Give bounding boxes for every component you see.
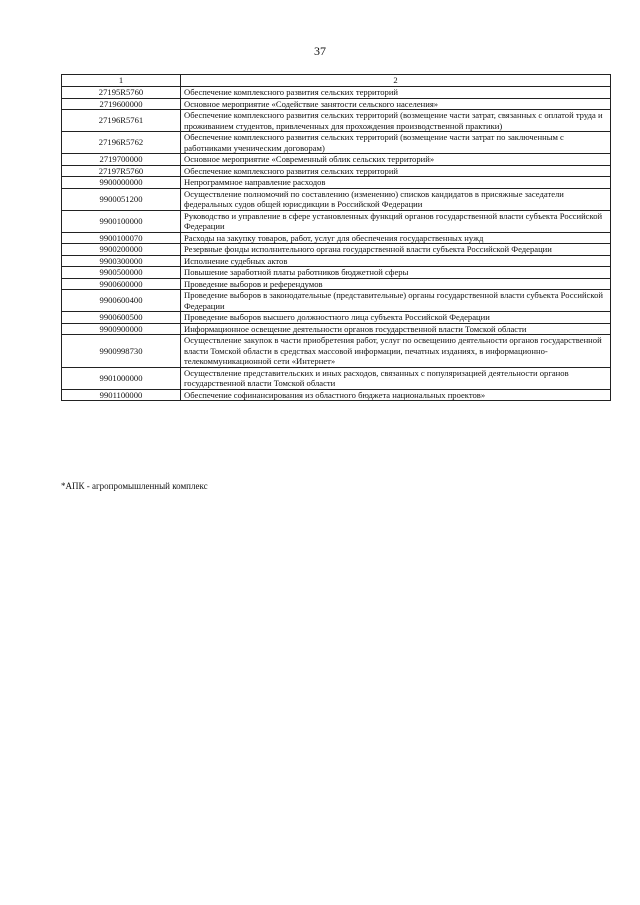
row-code: 9900600500 bbox=[62, 312, 181, 324]
footnote: *АПК - агропромышленный комплекс bbox=[61, 481, 208, 491]
table-row bbox=[62, 87, 611, 99]
row-code: 9900100070 bbox=[62, 232, 181, 244]
table-row bbox=[62, 312, 611, 324]
table-row bbox=[62, 98, 611, 110]
row-name: Обеспечение комплексного развития сельских территорий bbox=[181, 87, 611, 99]
table-row bbox=[62, 367, 611, 389]
table-row bbox=[62, 232, 611, 244]
table-header-row bbox=[62, 75, 611, 87]
row-code: 9900998730 bbox=[62, 335, 181, 368]
row-code: 9900600000 bbox=[62, 278, 181, 290]
row-name: Непрограммное направление расходов bbox=[181, 177, 611, 189]
row-code: 27196R5761 bbox=[62, 110, 181, 132]
row-code: 27196R5762 bbox=[62, 132, 181, 154]
row-code: 9900051200 bbox=[62, 188, 181, 210]
row-code: 9900200000 bbox=[62, 244, 181, 256]
row-name: Повышение заработной платы работников бюджетной сферы bbox=[181, 267, 611, 279]
row-name: Обеспечение комплексного развития сельских территорий (возмещение части затрат по заключенным с работниками ученическим договорам) bbox=[181, 132, 611, 154]
column-header-1: 1 bbox=[62, 75, 181, 87]
table-row bbox=[62, 323, 611, 335]
row-name: Осуществление представительских и иных расходов, связанных с популяризацией деятельности органов государственной власти Томской области bbox=[181, 367, 611, 389]
table-row bbox=[62, 188, 611, 210]
table-row bbox=[62, 132, 611, 154]
row-name: Обеспечение комплексного развития сельских территорий bbox=[181, 165, 611, 177]
row-name: Основное мероприятие «Современный облик сельских территорий» bbox=[181, 154, 611, 166]
row-code: 9901100000 bbox=[62, 389, 181, 401]
row-name: Обеспечение комплексного развития сельских территорий (возмещение части затрат, связанных с оплатой труда и проживанием студентов, привлеченных для прохождения производственной практики) bbox=[181, 110, 611, 132]
row-code: 9900600400 bbox=[62, 290, 181, 312]
table-row bbox=[62, 278, 611, 290]
page-number: 37 bbox=[314, 44, 326, 58]
row-code: 9900100000 bbox=[62, 210, 181, 232]
row-name: Руководство и управление в сфере установленных функций органов государственной власти субъекта Российской Федерации bbox=[181, 210, 611, 232]
table-row bbox=[62, 290, 611, 312]
table-row bbox=[62, 210, 611, 232]
row-name: Проведение выборов и референдумов bbox=[181, 278, 611, 290]
row-name: Расходы на закупку товаров, работ, услуг для обеспечения государственных нужд bbox=[181, 232, 611, 244]
row-name: Осуществление закупок в части приобретения работ, услуг по освещению деятельности органов государственной власти Томской области в средствах массовой информации, печатных изданиях, в информационно-телекоммуникационной сети «Интернет» bbox=[181, 335, 611, 368]
row-name: Информационное освещение деятельности органов государственной власти Томской области bbox=[181, 323, 611, 335]
table-row bbox=[62, 335, 611, 368]
column-header-2: 2 bbox=[181, 75, 611, 87]
row-code: 9900900000 bbox=[62, 323, 181, 335]
table-row bbox=[62, 110, 611, 132]
row-code: 9900300000 bbox=[62, 255, 181, 267]
row-code: 9901000000 bbox=[62, 367, 181, 389]
row-code: 27195R5760 bbox=[62, 87, 181, 99]
table-row bbox=[62, 154, 611, 166]
table-row bbox=[62, 255, 611, 267]
row-name: Исполнение судебных актов bbox=[181, 255, 611, 267]
row-code: 27197R5760 bbox=[62, 165, 181, 177]
row-name: Проведение выборов высшего должностного лица субъекта Российской Федерации bbox=[181, 312, 611, 324]
row-name: Обеспечение софинансирования из областного бюджета национальных проектов» bbox=[181, 389, 611, 401]
table-row bbox=[62, 244, 611, 256]
table-row bbox=[62, 177, 611, 189]
row-code: 9900500000 bbox=[62, 267, 181, 279]
row-code: 9900000000 bbox=[62, 177, 181, 189]
row-name: Осуществление полномочий по составлению (изменению) списков кандидатов в присяжные заседатели федеральных судов общей юрисдикции в Российской Федерации bbox=[181, 188, 611, 210]
row-name: Основное мероприятие «Содействие занятости сельского населения» bbox=[181, 98, 611, 110]
table-row bbox=[62, 267, 611, 279]
row-name: Резервные фонды исполнительного органа государственной власти субъекта Российской Федерации bbox=[181, 244, 611, 256]
row-code: 2719700000 bbox=[62, 154, 181, 166]
table-row bbox=[62, 165, 611, 177]
row-code: 2719600000 bbox=[62, 98, 181, 110]
table-row bbox=[62, 389, 611, 401]
row-name: Проведение выборов в законодательные (представительные) органы государственной власти субъекта Российской Федерации bbox=[181, 290, 611, 312]
budget-codes-table bbox=[61, 74, 611, 401]
